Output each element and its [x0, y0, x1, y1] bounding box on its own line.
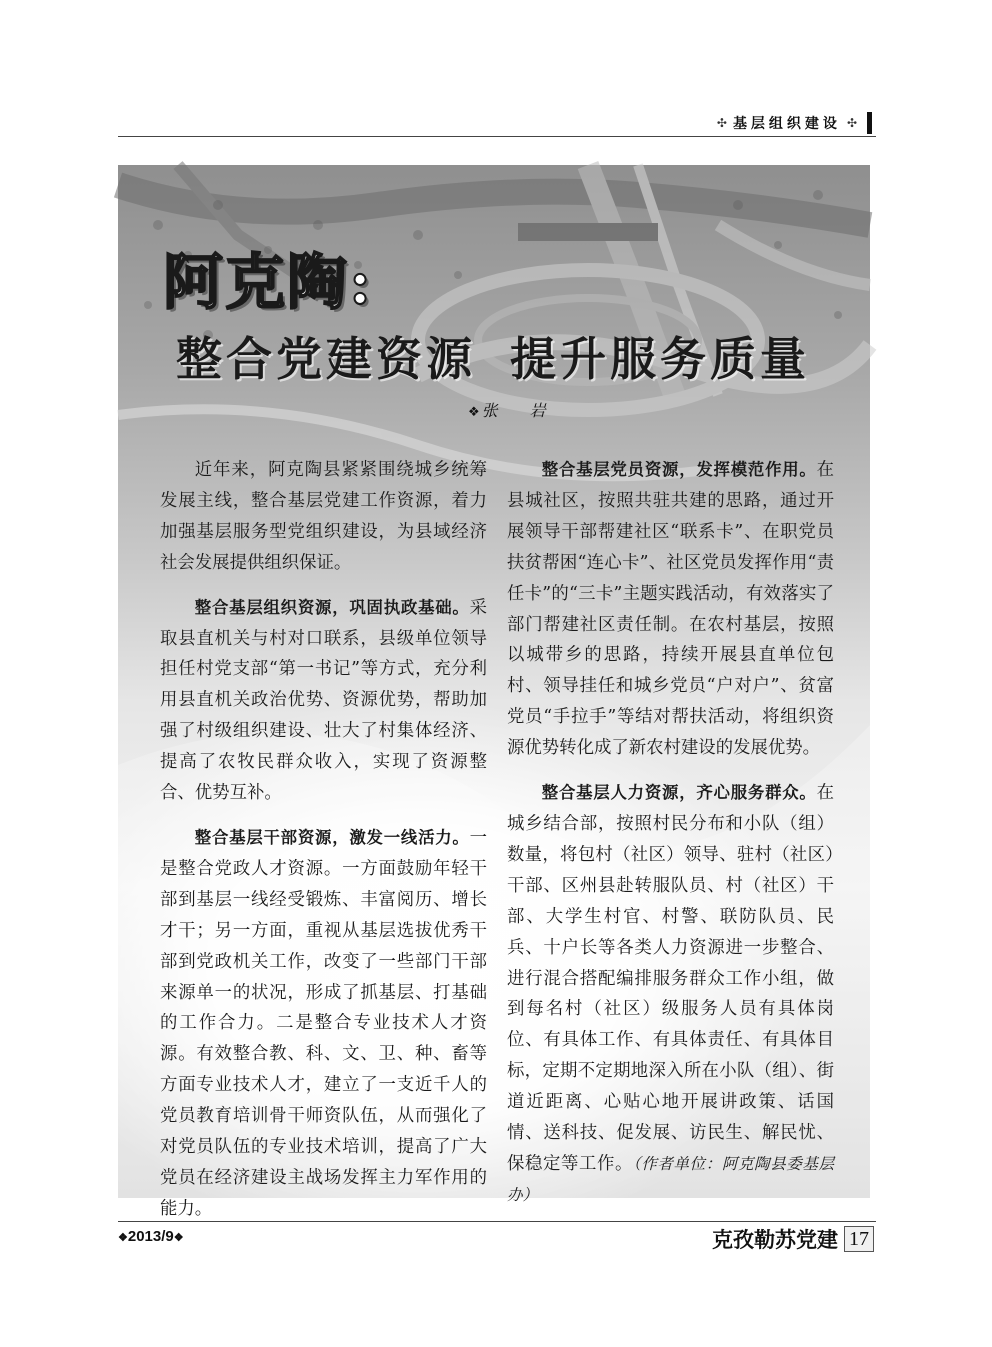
section-heading: 整合基层党员资源，发挥模范作用。 — [541, 460, 817, 479]
article-subtitle — [176, 323, 810, 389]
text-column-left — [160, 455, 487, 1225]
section-paragraph — [507, 455, 834, 764]
diamond-ornament-icon: ✣ — [846, 116, 857, 130]
page-number: 17 — [844, 1226, 874, 1252]
issue-date-text: 2013/9 — [127, 1228, 174, 1245]
subtitle-part-1: 整合党建资源 — [176, 332, 476, 386]
journal-name: 克孜勒苏党建 — [712, 1227, 838, 1252]
section-body: 在城乡结合部，按照村民分布和小队（组）数量，将包村（社区）领导、驻村（社区）干部、区州县赴转服队员、村（社区）干部、大学生村官、村警、联防队员、民兵、十户长等各类人力资源进一步整合、进行混合搭配编排服务群众工作小组，做到每名村（社区）级服务人员有具体岗位、有具体工作、有具体责任、有具体目标，定期不定期地深入所在小队（组）、街道近距离、心贴心地开展讲政策、话国情、送科技、促发展、访民生、解民忧、保稳定等工作。 — [507, 783, 834, 1174]
section-paragraph — [160, 823, 487, 1225]
issue-date — [118, 1228, 184, 1245]
subtitle-part-2: 提升服务质量 — [510, 332, 810, 386]
author-affiliation: （作者单位：阿克陶县委基层办） — [507, 1154, 834, 1204]
section-body: 在县城社区，按照共驻共建的思路，通过开展领导干部帮建社区“联系卡”、在职党员扶贫帮困“连心卡”、社区党员发挥作用“责任卡”的“三卡”主题实践活动，有效落实了部门帮建社区责任制。在农村基层，按照以城带乡的思路，持续开展县直单位包村、领导挂任和城乡党员“户对户”、贫富党员“手拉手”等结对帮扶活动，将组织资源优势转化成了新农村建设的发展优势。 — [507, 460, 834, 759]
diamond-bullet-icon: ❖ — [118, 1232, 128, 1244]
footer-journal — [712, 1224, 874, 1254]
section-paragraph — [160, 593, 487, 809]
article-hero — [118, 165, 870, 1219]
author-byline — [468, 398, 554, 421]
article-title: 阿克陶: — [163, 248, 374, 318]
diamond-bullet-icon: ❖ — [173, 1232, 184, 1244]
intro-paragraph: 近年来，阿克陶县紧紧围绕城乡统筹发展主线，整合基层党建工作资源，着力加强基层服务型党组织建设，为县域经济社会发展提供组织保证。 — [160, 460, 487, 573]
diamond-bullet-icon: ❖ — [468, 405, 482, 420]
section-paragraph — [507, 778, 834, 1211]
footer-rule — [118, 1221, 876, 1222]
section-body: 采取县直机关与村对口联系，县级单位领导担任村党支部“第一书记”等方式，充分利用县直机关政治优势、资源优势，帮助加强了村级组织建设、壮大了村集体经济、提高了农牧民群众收入，实现了资源整合、优势互补。 — [160, 597, 487, 804]
section-heading: 整合基层干部资源，激发一线活力。 — [194, 827, 470, 847]
section-heading: 整合基层人力资源，齐心服务群众。 — [541, 783, 817, 803]
author-name: 张 岩 — [481, 401, 554, 420]
section-header — [717, 112, 872, 134]
section-body: 一是整合党政人才资源。一方面鼓励年轻干部到基层一线经受锻炼、丰富阅历、增长才干；另一方面，重视从基层选拔优秀干部到党政机关工作，改变了一些部门干部来源单一的状况，形成了抓基层、打基础的工作合力。二是整合专业技术人才资源。有效整合教、科、文、卫、种、畜等方面专业技术人才，建立了一支近千人的党员教育培训骨干师资队伍，从而强化了对党员队伍的专业技术培训，提高了广大党员在经济建设主战场发挥主力军作用的能力。 — [160, 827, 487, 1219]
section-title: 基层组织建设 — [732, 116, 841, 132]
diamond-ornament-icon: ✣ — [716, 116, 727, 130]
header-rule — [118, 136, 876, 137]
header-bar — [867, 112, 872, 134]
text-column-right — [507, 455, 834, 1211]
section-heading: 整合基层组织资源，巩固执政基础。 — [194, 597, 470, 617]
